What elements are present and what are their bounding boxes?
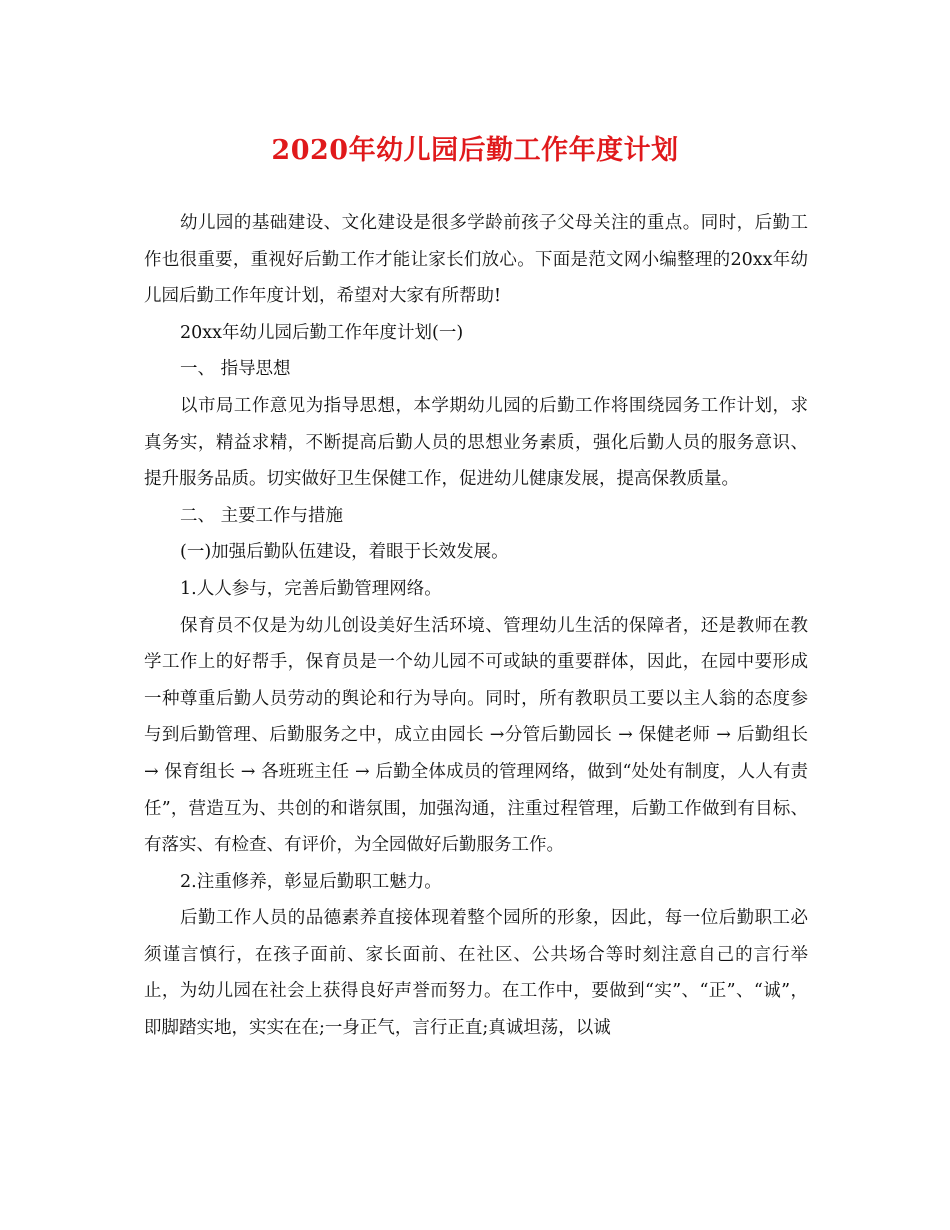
paragraph-intro: 幼儿园的基础建设、文化建设是很多学龄前孩子父母关注的重点。同时，后勤工作也很重要，重视好后勤工作才能让家长们放心。下面是范文网小编整理的20xx年幼儿园后勤工作年度计划，希望对大家有所帮助! [144,213,808,307]
item-heading-cultivation: 2.注重修养，彰显后勤职工魅力。 [180,871,442,892]
subsection-heading-team-building: (一)加强后勤队伍建设，着眼于长效发展。 [180,542,509,563]
paragraph-management-network: 保育员不仅是为幼儿创设美好生活环境、管理幼儿生活的保障者，还是教师在教学工作上的好帮手，保育员是一个幼儿园不可或缺的重要群体，因此，在园中要形成一种尊重后勤人员劳动的舆论和行为导向。同时，所有教职员工要以主人翁的态度参与到后勤管理、后勤服务之中，成立由园长 →分管后勤园长 → 保健老师 → 后勤组长 → 保育组长 → 各班班主任 → 后勤全体成员的管理网络，做到“处处有制度，人人有责任”，营造互为、共创的和谐氛围，加强沟通，注重过程管理，后勤工作做到有目标、有落实、有检查、有评价，为全园做好后勤服务工作。 [144,615,808,856]
section-heading-guiding-thought: 一、 指导思想 [180,359,291,380]
document-body [144,205,808,1047]
paragraph-cultivation: 后勤工作人员的品德素养直接体现着整个园所的形象，因此，每一位后勤职工必须谨言慎行，在孩子面前、家长面前、在社区、公共场合等时刻注意自己的言行举止，为幼儿园在社会上获得良好声誉而努力。在工作中，要做到“实”、“正”、“诚”，即脚踏实地，实实在在;一身正气，言行正直;真诚坦荡，以诚 [144,908,808,1039]
document-title: 2020年幼儿园后勤工作年度计划 [271,135,679,166]
paragraph-guiding-thought: 以市局工作意见为指导思想，本学期幼儿园的后勤工作将围绕园务工作计划，求真务实，精益求精，不断提高后勤人员的思想业务素质，强化后勤人员的服务意识、提升服务品质。切实做好卫生保健工作，促进幼儿健康发展，提高保教质量。 [144,395,808,490]
item-heading-management-network: 1.人人参与，完善后勤管理网络。 [180,578,442,599]
paragraph-plan-heading: 20xx年幼儿园后勤工作年度计划(一) [180,322,464,343]
section-heading-main-work: 二、 主要工作与措施 [180,505,344,526]
